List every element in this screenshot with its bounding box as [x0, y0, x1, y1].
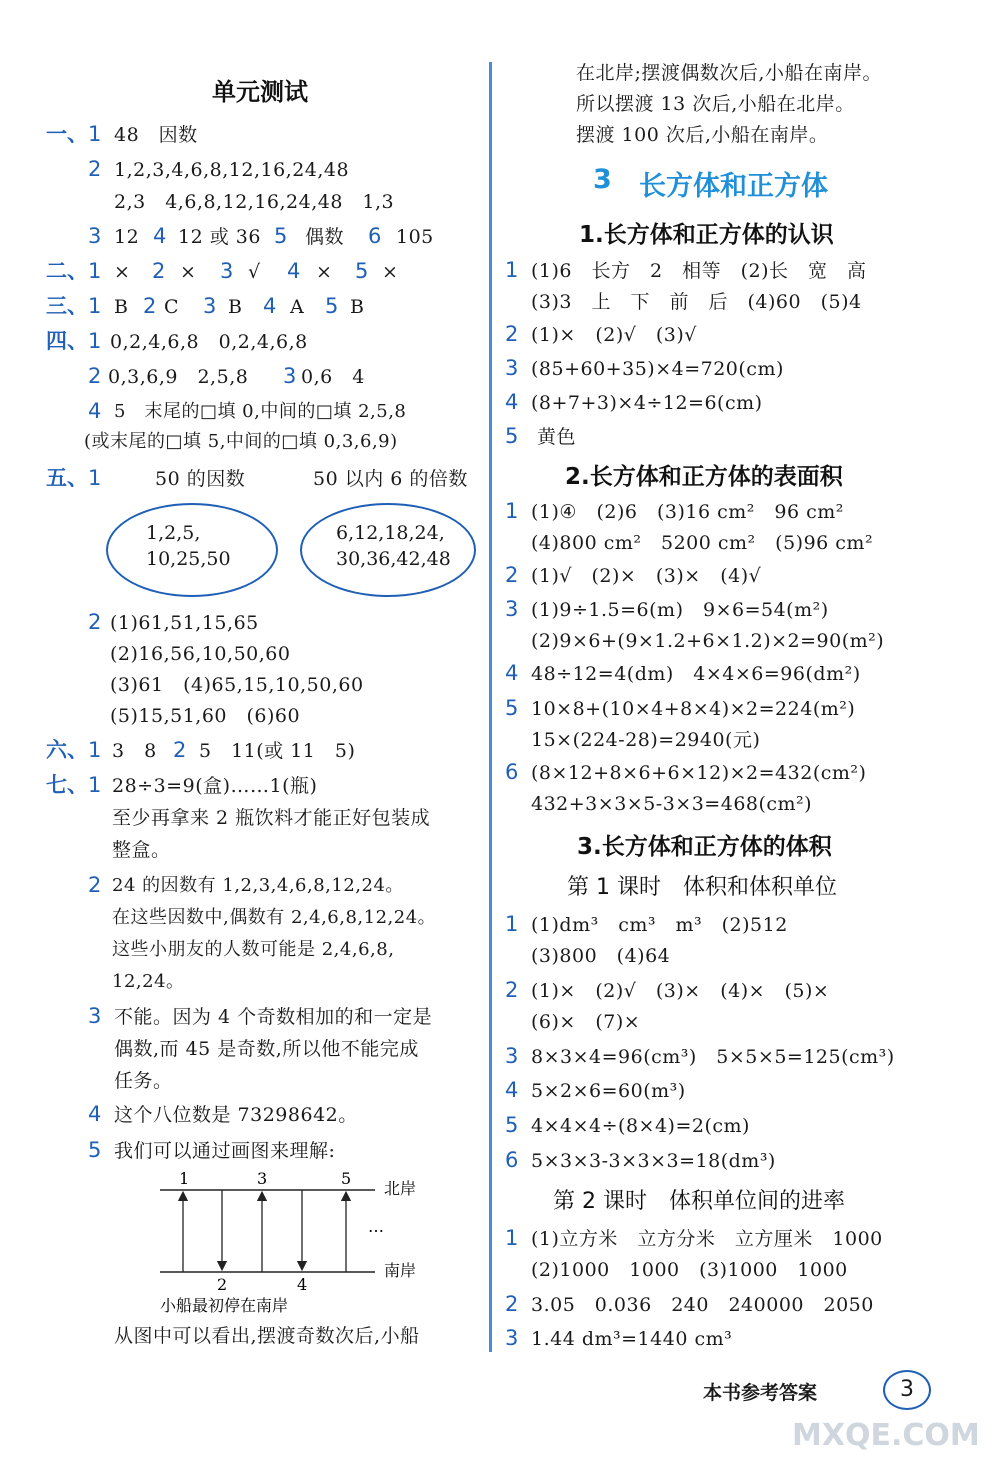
section-marker: 五、 — [46, 466, 88, 490]
lesson-heading: 第 1 课时 体积和体积单位 — [567, 875, 837, 900]
answer-text: 28÷3=9(盒)……1(瓶) — [112, 775, 318, 797]
answer-text: 从图中可以看出,摆渡奇数次后,小船 — [114, 1325, 420, 1347]
answer-text: (4)800 cm² 5200 cm² (5)96 cm² — [531, 532, 874, 554]
answer-text: 3 8 — [112, 740, 157, 762]
answer-text: 这个八位数是 73298642。 — [114, 1104, 358, 1126]
answer-text: 48 因数 — [114, 124, 198, 146]
question-number: 3 — [88, 1004, 102, 1028]
answer-text: 在北岸;摆渡偶数次后,小船在南岸。 — [576, 62, 882, 84]
answer-text: (3)800 (4)64 — [531, 945, 671, 967]
question-number: 2 — [88, 873, 102, 897]
answer-text: 5×3×3-3×3×3=18(dm³) — [531, 1150, 776, 1172]
page-number: 3 — [883, 1370, 931, 1410]
question-number: 4 — [505, 661, 519, 685]
diagram-caption: 小船最初停在南岸 — [160, 1296, 289, 1315]
question-number: 6 — [368, 224, 382, 248]
question-number: 1 — [505, 258, 519, 282]
answer-text: (或末尾的□填 5,中间的□填 0,3,6,9) — [84, 431, 398, 452]
chapter-title: 长方体和正方体 — [639, 171, 828, 202]
crossing-label: 4 — [297, 1275, 308, 1294]
answer-text: (3)3 上 下 前 后 (4)60 (5)4 — [531, 291, 862, 313]
answer-text: 至少再拿来 2 瓶饮料才能正好包装成 — [112, 807, 431, 829]
answer-text: 48÷12=4(dm) 4×4×6=96(dm²) — [531, 663, 861, 685]
ellipse-text: 6,12,18,24, — [336, 522, 445, 544]
question-number: 3 — [88, 224, 102, 248]
question-number: 1 — [88, 773, 102, 797]
question-number: 2 — [88, 364, 102, 388]
question-number: 3 — [505, 1044, 519, 1068]
answer-text: (2)16,56,10,50,60 — [110, 643, 291, 665]
answer-text: 0,6 4 — [301, 366, 365, 388]
section-marker: 三、 — [46, 294, 88, 318]
question-number: 1 — [505, 1226, 519, 1250]
section-marker: 四、 — [46, 329, 88, 353]
answer-text: 2,3 4,6,8,12,16,24,48 1,3 — [114, 191, 395, 213]
question-number: 1 — [505, 499, 519, 523]
question-number: 4 — [287, 259, 301, 283]
question-number: 2 — [88, 157, 102, 181]
question-number: 5 — [88, 1138, 102, 1162]
answer-text: B — [350, 296, 365, 318]
answer-text: 15×(224-28)=2940(元) — [531, 729, 761, 751]
watermark: MXQE.COM — [792, 1418, 980, 1453]
question-number: 5 — [355, 259, 369, 283]
answer-text: 10×8+(10×4+8×4)×2=224(m²) — [531, 698, 856, 720]
question-number: 1 — [505, 912, 519, 936]
question-number: 4 — [505, 390, 519, 414]
answer-text: B — [114, 296, 129, 318]
answer-text: 4×4×4÷(8×4)=2(cm) — [531, 1115, 750, 1137]
answer-text: 12,24。 — [112, 971, 185, 992]
question-number: 1 — [88, 259, 102, 283]
question-number: 5 — [505, 1113, 519, 1137]
answer-text: 偶数,而 45 是奇数,所以他不能完成 — [114, 1038, 419, 1060]
answer-text: 任务。 — [114, 1070, 173, 1092]
question-number: 1 — [88, 738, 102, 762]
south-bank-label: 南岸 — [384, 1261, 417, 1280]
answer-text: 24 的因数有 1,2,3,4,6,8,12,24。 — [112, 875, 404, 896]
answer-text: √ — [248, 261, 261, 283]
answer-text: 摆渡 100 次后,小船在南岸。 — [576, 124, 829, 146]
answer-text: 偶数 — [305, 226, 345, 248]
question-number: 4 — [153, 224, 167, 248]
question-number: 4 — [88, 399, 102, 423]
question-number: 4 — [88, 1102, 102, 1126]
question-number: 1 — [88, 466, 102, 490]
answer-text: × — [316, 261, 333, 283]
section-heading: 2.长方体和正方体的表面积 — [565, 464, 843, 490]
unit-test-title: 单元测试 — [212, 78, 308, 106]
answer-text: B — [228, 296, 243, 318]
answer-text: (1)61,51,15,65 — [110, 612, 259, 634]
section-heading: 1.长方体和正方体的认识 — [579, 222, 834, 248]
question-number: 2 — [505, 1292, 519, 1316]
question-number: 2 — [88, 610, 102, 634]
question-number: 3 — [505, 597, 519, 621]
question-number: 2 — [173, 738, 187, 762]
answer-text: 0,2,4,6,8 0,2,4,6,8 — [110, 331, 308, 353]
section-marker: 一、 — [46, 122, 88, 146]
answer-text: 5 11(或 11 5) — [199, 740, 356, 762]
answer-text: 0,3,6,9 2,5,8 — [108, 366, 249, 388]
question-number: 2 — [505, 563, 519, 587]
question-number: 6 — [505, 760, 519, 784]
crossing-label: 5 — [341, 1169, 352, 1188]
ellipse-text: 10,25,50 — [146, 548, 231, 570]
answer-text: (8+7+3)×4÷12=6(cm) — [531, 392, 763, 414]
north-bank-label: 北岸 — [384, 1179, 417, 1198]
answer-text: 1.44 dm³=1440 cm³ — [531, 1328, 733, 1350]
question-number: 3 — [283, 364, 297, 388]
ellipse-text: 30,36,42,48 — [336, 548, 451, 570]
answer-text: × — [114, 261, 131, 283]
answer-text: A — [290, 296, 305, 318]
section-marker: 七、 — [46, 773, 88, 797]
crossing-label: 3 — [257, 1169, 268, 1188]
question-number: 5 — [505, 696, 519, 720]
chapter-number: 3 — [593, 164, 612, 195]
crossing-label: 2 — [217, 1275, 228, 1294]
question-number: 5 — [505, 424, 519, 448]
question-number: 3 — [220, 259, 234, 283]
answer-text: 在这些因数中,偶数有 2,4,6,8,12,24。 — [112, 907, 437, 928]
answer-text: 1,2,3,4,6,8,12,16,24,48 — [114, 159, 350, 181]
answer-text: (1)× (2)√ (3)× (4)× (5)× — [531, 980, 830, 1002]
answer-text: (1)6 长方 2 相等 (2)长 宽 高 — [531, 260, 867, 282]
answer-text: 105 — [396, 226, 434, 248]
answer-text: (2)9×6+(9×1.2+6×1.2)×2=90(m²) — [531, 630, 885, 652]
answer-text: 8×3×4=96(cm³) 5×5×5=125(cm³) — [531, 1046, 895, 1068]
answer-text: (8×12+8×6+6×12)×2=432(cm²) — [531, 762, 867, 784]
answer-text: (1)√ (2)× (3)× (4)√ — [531, 565, 762, 587]
crossing-label: 1 — [179, 1169, 190, 1188]
question-number: 1 — [88, 294, 102, 318]
answer-text: 12 — [114, 226, 140, 248]
question-number: 5 — [274, 224, 288, 248]
answer-text: 12 或 36 — [178, 226, 261, 248]
answer-text: (85+60+35)×4=720(cm) — [531, 358, 784, 380]
answer-text: 整盒。 — [112, 839, 171, 861]
answer-text: × — [382, 261, 399, 283]
question-number: 1 — [88, 122, 102, 146]
answer-text: 所以摆渡 13 次后,小船在北岸。 — [576, 93, 855, 115]
ferry-diagram — [150, 1166, 440, 1316]
answer-text: 不能。因为 4 个奇数相加的和一定是 — [114, 1006, 433, 1028]
question-number: 3 — [505, 1326, 519, 1350]
answer-text: (3)61 (4)65,15,10,50,60 — [110, 674, 364, 696]
answer-text: 这些小朋友的人数可能是 2,4,6,8, — [112, 939, 395, 960]
answer-text: (1)立方米 立方分米 立方厘米 1000 — [531, 1228, 883, 1250]
answer-text: × — [180, 261, 197, 283]
question-number: 6 — [505, 1148, 519, 1172]
question-number: 2 — [505, 978, 519, 1002]
answer-text: 3.05 0.036 240 240000 2050 — [531, 1294, 874, 1316]
answer-text: (2)1000 1000 (3)1000 1000 — [531, 1259, 848, 1281]
answer-text: (1)dm³ cm³ m³ (2)512 — [531, 914, 788, 936]
answer-text: 5 末尾的□填 0,中间的□填 2,5,8 — [114, 401, 407, 422]
answer-text: 432+3×3×5-3×3=468(cm²) — [531, 793, 813, 815]
answer-text: (5)15,51,60 (6)60 — [110, 705, 301, 727]
answer-text: C — [164, 296, 180, 318]
answer-text: 黄色 — [537, 426, 577, 448]
question-number: 1 — [88, 329, 102, 353]
lesson-heading: 第 2 课时 体积单位间的进率 — [553, 1189, 845, 1214]
answer-text: 5×2×6=60(m³) — [531, 1080, 686, 1102]
answer-text: (1)④ (2)6 (3)16 cm² 96 cm² — [531, 501, 844, 523]
column-divider — [489, 62, 492, 1352]
diagram-label: 50 的因数 — [155, 468, 246, 490]
footer-label: 本书参考答案 — [703, 1382, 818, 1404]
section-marker: 六、 — [46, 738, 88, 762]
question-number: 5 — [325, 294, 339, 318]
question-number: 2 — [152, 259, 166, 283]
question-number: 3 — [505, 356, 519, 380]
ellipse-text: 1,2,5, — [146, 522, 201, 544]
section-marker: 二、 — [46, 259, 88, 283]
question-number: 4 — [505, 1078, 519, 1102]
answer-text: (1)× (2)√ (3)√ — [531, 324, 697, 346]
ellipsis: … — [368, 1217, 384, 1236]
answer-text: 我们可以通过画图来理解: — [114, 1140, 336, 1162]
question-number: 4 — [263, 294, 277, 318]
answer-text: (6)× (7)× — [531, 1011, 641, 1033]
answer-text: (1)9÷1.5=6(m) 9×6=54(m²) — [531, 599, 829, 621]
diagram-label: 50 以内 6 的倍数 — [313, 468, 468, 490]
question-number: 3 — [203, 294, 217, 318]
question-number: 2 — [505, 322, 519, 346]
question-number: 2 — [143, 294, 157, 318]
section-heading: 3.长方体和正方体的体积 — [577, 834, 832, 860]
